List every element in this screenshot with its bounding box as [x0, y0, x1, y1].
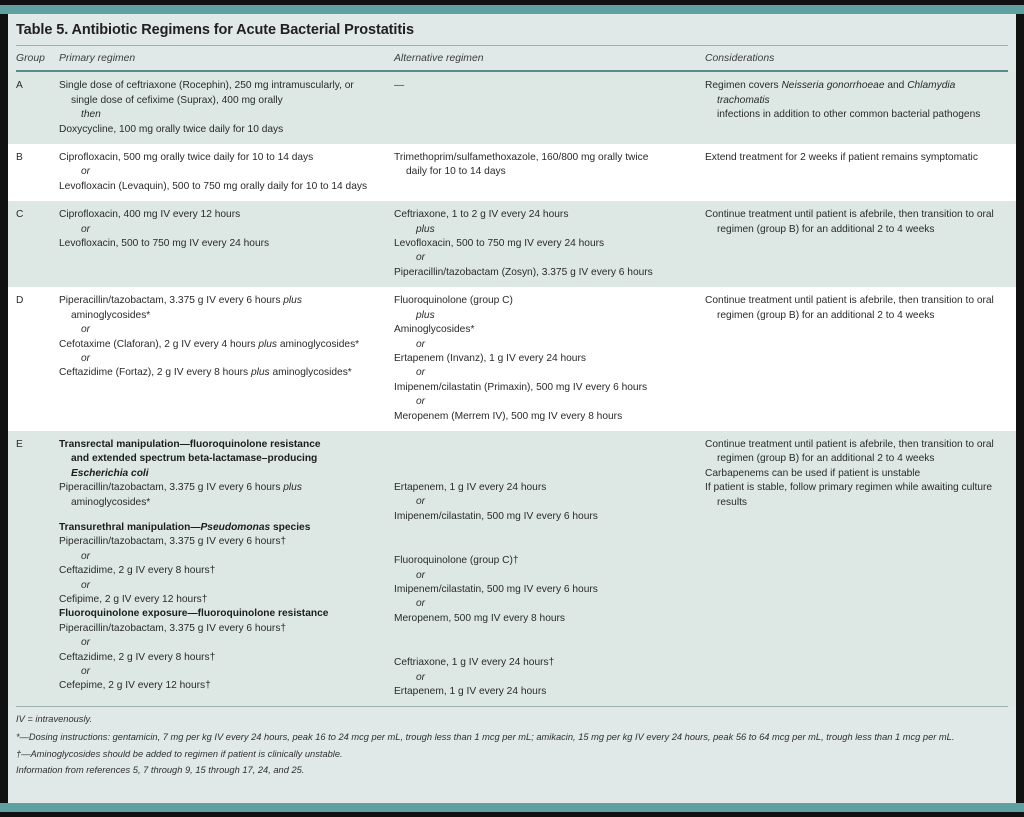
considerations-line: results [717, 496, 748, 508]
alternative-line: Imipenem/cilastatin (Primaxin), 500 mg IV every 6 hours [394, 381, 648, 393]
table-row [8, 144, 1016, 201]
alternative-line: Levofloxacin, 500 to 750 mg IV every 24 hours [394, 238, 605, 250]
considerations-line: If patient is stable, follow primary regimen while awaiting culture [705, 482, 993, 494]
alternative-line: or [416, 496, 426, 508]
primary-line: or [81, 579, 91, 591]
primary-line: Ciprofloxacin, 400 mg IV every 12 hours [59, 209, 241, 221]
primary-line: Ceftazidime (Fortaz), 2 g IV every 8 hours plus aminoglycosides* [59, 367, 352, 379]
cell-alternative-regimen [391, 201, 702, 287]
cell-group: B [16, 152, 23, 164]
alternative-line: Meropenem, 500 mg IV every 8 hours [394, 612, 566, 624]
cell-considerations [702, 431, 1016, 706]
alternative-line: or [416, 569, 426, 581]
bottom-accent-bar [0, 803, 1024, 812]
table-rows [8, 72, 1016, 706]
alternative-line: Fluoroquinolone (group C)† [394, 555, 519, 567]
primary-line: or [81, 550, 91, 562]
table-row [8, 72, 1016, 144]
primary-line: Levofloxacin, 500 to 750 mg IV every 24 hours [59, 238, 270, 250]
page-title: Table 5. Antibiotic Regimens for Acute Bacterial Prostatitis [16, 22, 414, 38]
cell-group: C [16, 209, 24, 221]
primary-line: Piperacillin/tazobactam, 3.375 g IV every 6 hours† [59, 622, 287, 634]
top-accent-bar [0, 5, 1024, 14]
table-row [8, 431, 1016, 706]
primary-line: Single dose of ceftriaxone (Rocephin), 250 mg intramuscularly, or [59, 80, 354, 92]
footnote: IV = intravenously. [16, 714, 93, 725]
considerations-line: Continue treatment until patient is afebrile, then transition to oral [705, 438, 994, 450]
footnote: Information from references 5, 7 through 9, 15 through 17, 24, and 25. [16, 765, 305, 776]
considerations-line: regimen (group B) for an additional 2 to 4 weeks [717, 223, 935, 235]
primary-line: Piperacillin/tazobactam, 3.375 g IV every 6 hours plus [59, 482, 302, 494]
primary-line: aminoglycosides* [71, 309, 151, 321]
cell-group: D [16, 295, 24, 307]
cell-alternative-regimen [391, 144, 702, 201]
cell-alternative-regimen [391, 287, 702, 431]
table-row [8, 201, 1016, 287]
primary-line: Levofloxacin (Levaquin), 500 to 750 mg orally daily for 10 to 14 days [59, 180, 368, 192]
column-header-group: Group [16, 53, 45, 64]
considerations-line: regimen (group B) for an additional 2 to 4 weeks [717, 453, 935, 465]
table-row [8, 287, 1016, 431]
primary-line: Escherichia coli [71, 467, 149, 479]
primary-line: aminoglycosides* [71, 496, 151, 508]
primary-line: and extended spectrum beta-lactamase–producing [71, 453, 318, 465]
primary-line: or [81, 223, 91, 235]
column-header-considerations: Considerations [705, 53, 775, 64]
alternative-line: or [416, 338, 426, 350]
primary-line: Cefipime, 2 g IV every 12 hours† [59, 594, 208, 605]
cell-group: E [16, 438, 23, 450]
primary-line: or [81, 666, 91, 678]
column-header-alternative-regimen: Alternative regimen [394, 53, 484, 64]
primary-line: Transurethral manipulation—Pseudomonas species [59, 521, 311, 533]
alternative-line: or [416, 367, 426, 379]
cell-primary-regimen [56, 144, 391, 201]
alternative-line: plus [416, 309, 435, 321]
cell-considerations [702, 201, 1016, 287]
primary-line: Fluoroquinolone exposure—fluoroquinolone resistance [59, 608, 329, 620]
alternative-line: Ertapenem, 1 g IV every 24 hours [394, 481, 547, 493]
alternative-line: Imipenem/cilastatin, 500 mg IV every 6 hours [394, 583, 598, 595]
alternative-line: or [416, 671, 426, 683]
alternative-line: Imipenem/cilastatin, 500 mg IV every 6 hours [394, 510, 598, 522]
cell-considerations [702, 144, 1016, 201]
alternative-line: — [394, 80, 405, 92]
primary-line: Ceftazidime, 2 g IV every 8 hours† [59, 565, 216, 577]
primary-line: then [81, 109, 101, 121]
alternative-line: or [416, 252, 426, 264]
table-body [8, 14, 1016, 803]
considerations-line: regimen (group B) for an additional 2 to 4 weeks [717, 309, 935, 321]
considerations-line: Carbapenems can be used if patient is unstable [705, 467, 921, 479]
alternative-line: Piperacillin/tazobactam (Zosyn), 3.375 g IV every 6 hours [394, 266, 653, 278]
primary-line: single dose of cefixime (Suprax), 400 mg orally [71, 94, 283, 106]
primary-line: Cefepime, 2 g IV every 12 hours† [59, 680, 211, 692]
cell-alternative-regimen [391, 72, 702, 144]
considerations-line: Regimen covers Neisseria gonorrhoeae and Chlamydia trachomatis [705, 80, 959, 106]
alternative-line: Ertapenem, 1 g IV every 24 hours [394, 686, 547, 697]
alternative-line: or [416, 396, 426, 408]
cell-alternative-regimen [391, 431, 702, 706]
alternative-line: Aminoglycosides* [394, 324, 475, 336]
cell-primary-regimen [56, 201, 391, 287]
considerations-line: Continue treatment until patient is afebrile, then transition to oral [705, 295, 994, 307]
primary-line: or [81, 637, 91, 649]
considerations-line: infections in addition to other common bacterial pathogens [717, 109, 981, 121]
cell-primary-regimen [56, 431, 391, 706]
footnotes [8, 707, 1016, 777]
primary-line: Cefotaxime (Claforan), 2 g IV every 4 hours plus aminoglycosides* [59, 338, 360, 350]
table-header-row [8, 46, 1016, 70]
primary-line: or [81, 324, 91, 336]
alternative-line: Ceftriaxone, 1 g IV every 24 hours† [394, 657, 555, 669]
cell-group: A [16, 80, 23, 92]
primary-line: Piperacillin/tazobactam, 3.375 g IV every 6 hours† [59, 536, 287, 548]
primary-line: or [81, 166, 91, 178]
considerations-line: Continue treatment until patient is afebrile, then transition to oral [705, 209, 994, 221]
cell-primary-regimen [56, 287, 391, 431]
cell-primary-regimen [56, 72, 391, 144]
alternative-line: Trimethoprim/sulfamethoxazole, 160/800 mg orally twice [394, 152, 649, 164]
column-header-primary-regimen: Primary regimen [59, 53, 136, 64]
alternative-line: Ceftriaxone, 1 to 2 g IV every 24 hours [394, 209, 569, 221]
primary-line: Ceftazidime, 2 g IV every 8 hours† [59, 651, 216, 663]
primary-line: Doxycycline, 100 mg orally twice daily for 10 days [59, 123, 284, 135]
primary-line: Transrectal manipulation—fluoroquinolone resistance [59, 438, 321, 450]
alternative-line: Fluoroquinolone (group C) [394, 295, 513, 307]
alternative-line: Meropenem (Merrem IV), 500 mg IV every 8 hours [394, 410, 623, 422]
primary-line: or [81, 352, 91, 364]
alternative-line: plus [416, 223, 435, 235]
cell-considerations [702, 287, 1016, 431]
cell-considerations [702, 72, 1016, 144]
considerations-line: Extend treatment for 2 weeks if patient remains symptomatic [705, 152, 978, 164]
footnote: *—Dosing instructions: gentamicin, 7 mg per kg IV every 24 hours, peak 16 to 24 mcg per mL, trough less than 1 mcg per mL; amikacin, 15 mg per kg IV every 24 hours, peak 56 to 64 mcg per mL, trough less than 1 mcg per mL. [16, 731, 955, 742]
alternative-line: or [416, 598, 426, 610]
footnote: †—Aminoglycosides should be added to regimen if patient is clinically unstable. [16, 748, 343, 759]
primary-line: Piperacillin/tazobactam, 3.375 g IV every 6 hours plus [59, 295, 302, 307]
alternative-line: Ertapenem (Invanz), 1 g IV every 24 hours [394, 352, 586, 364]
primary-line: Ciprofloxacin, 500 mg orally twice daily for 10 to 14 days [59, 152, 314, 164]
alternative-line: daily for 10 to 14 days [406, 166, 506, 178]
